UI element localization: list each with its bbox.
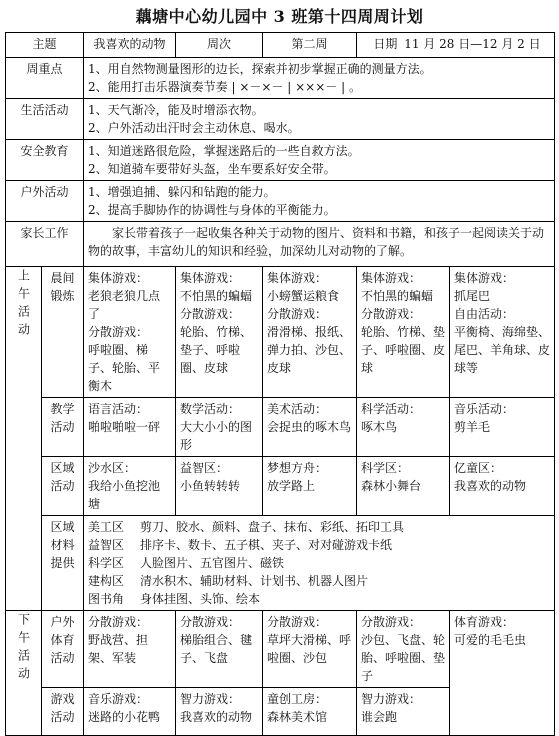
area-day: 沙水区： 我给小鱼挖池塘 xyxy=(84,457,176,516)
exercise-label: 晨间锻炼 xyxy=(42,267,84,398)
focus-line: 1、用自然物测量图形的边长，探索并初步掌握正确的测量方法。 xyxy=(88,62,432,76)
area-day: 科学区： 森林小舞台 xyxy=(357,457,450,516)
weekly-plan-table xyxy=(5,32,555,736)
outdoor-label: 户外活动 xyxy=(6,181,84,222)
date-value: 11 月 28 日—12 月 2 日 xyxy=(404,37,541,51)
outdoor-row xyxy=(6,181,555,222)
outdoor-sport-day: 分散游戏： 沙包、飞盘、轮胎、呼啦圈、垫子 xyxy=(357,611,450,688)
area-day: 梦想方舟： 放学路上 xyxy=(263,457,357,516)
teaching-label: 教学活动 xyxy=(42,398,84,457)
theme-value: 我喜欢的动物 xyxy=(84,33,176,58)
exercise-day: 集体游戏： 不怕黑的蝙蝠 分散游戏： 轮胎、竹梯、垫子、呼啦圈、皮球 xyxy=(176,267,263,398)
games-day: 音乐游戏： 迷路的小花鸭 xyxy=(84,688,176,736)
outdoor-sport-label: 户外体育活动 xyxy=(42,611,84,688)
safety-label: 安全教育 xyxy=(6,140,84,181)
life-label: 生活活动 xyxy=(6,99,84,140)
materials-label: 区域材料提供 xyxy=(42,516,84,611)
safety-line: 2、知道骑车要带好头盔，坐车要系好安全带。 xyxy=(88,162,336,176)
date-label: 日期 xyxy=(373,37,398,51)
friday-afternoon: 体育游戏： 可爱的毛毛虫 xyxy=(450,611,555,736)
header-row xyxy=(6,33,555,58)
outdoor-sport-day: 分散游戏： 梯胎组合、毽子、飞盘 xyxy=(176,611,263,688)
parents-row xyxy=(6,222,555,267)
parents-label: 家长工作 xyxy=(6,222,84,267)
safety-row xyxy=(6,140,555,181)
morning-area-row xyxy=(6,457,555,516)
week-value: 第二周 xyxy=(263,33,357,58)
materials-line: 美工区 剪刀、胶水、颜料、盘子、抹布、彩纸、拓印工具 xyxy=(88,520,405,534)
morning-teaching-row xyxy=(6,398,555,457)
area-day: 益智区： 小鱼转转转 xyxy=(176,457,263,516)
teaching-day: 科学活动： 啄木鸟 xyxy=(357,398,450,457)
focus-row xyxy=(6,58,555,99)
materials-line: 科学区 人脸图片、五官图片、磁铁 xyxy=(88,556,285,570)
week-label: 周次 xyxy=(176,33,263,58)
morning-exercise-row xyxy=(6,267,555,398)
afternoon-outdoor-row xyxy=(6,611,555,688)
safety-line: 1、知道迷路很危险，掌握迷路后的一些自救方法。 xyxy=(88,144,360,158)
outdoor-sport-day: 分散游戏： 野战营、担架、军装 xyxy=(84,611,176,688)
morning-materials-row xyxy=(6,516,555,611)
teaching-day: 美术活动： 会捉虫的啄木鸟 xyxy=(263,398,357,457)
games-day: 智力游戏： 我喜欢的动物 xyxy=(176,688,263,736)
life-line: 2、户外活动出汗时会主动休息、喝水。 xyxy=(88,121,300,135)
parents-text: 家长带着孩子一起收集各种关于动物的图片、资料和书籍，和孩子一起阅读关于动物的故事，丰富幼儿的知识和经验，加深幼儿对动物的了解。 xyxy=(84,222,555,267)
games-day: 智力游戏： 谁会跑 xyxy=(357,688,450,736)
teaching-day: 数学活动： 大大小小的图形 xyxy=(176,398,263,457)
games-label: 游戏活动 xyxy=(42,688,84,736)
theme-label: 主题 xyxy=(6,33,84,58)
afternoon-label: 下午活动 xyxy=(16,613,31,685)
teaching-day: 音乐活动： 剪羊毛 xyxy=(450,398,555,457)
outdoor-line: 2、提高手脚协作的协调性与身体的平衡能力。 xyxy=(88,203,336,217)
materials-line: 建构区 清水积木、辅助材料、计划书、机器人图片 xyxy=(88,574,369,588)
materials-line: 图书角 身体挂图、头饰、绘本 xyxy=(88,592,261,606)
morning-label: 上午活动 xyxy=(16,269,31,341)
games-day: 童创工房： 森林美术馆 xyxy=(263,688,357,736)
teaching-day: 语言活动： 啪啦啪啦一砰 xyxy=(84,398,176,457)
exercise-day: 集体游戏： 不怕黑的蝙蝠 分散游戏： 轮胎、竹梯、垫子、呼啦圈、皮球 xyxy=(357,267,450,398)
exercise-day: 集体游戏： 老狼老狼几点了 分散游戏： 呼啦圈、梯子、轮胎、平衡木 xyxy=(84,267,176,398)
outdoor-line: 1、增强追捕、躲闪和钻跑的能力。 xyxy=(88,185,276,199)
life-row xyxy=(6,99,555,140)
area-day: 亿童区： 我喜欢的动物 xyxy=(450,457,555,516)
exercise-day: 集体游戏： 抓尾巴 自由活动： 平衡椅、海绵垫、尾巴、羊角球、皮球等 xyxy=(450,267,555,398)
area-label: 区域活动 xyxy=(42,457,84,516)
life-line: 1、天气渐冷，能及时增添衣物。 xyxy=(88,103,264,117)
exercise-day: 集体游戏： 小螃蟹运粮食 分散游戏： 滑滑梯、报纸、弹力拍、沙包、皮球 xyxy=(263,267,357,398)
focus-label: 周重点 xyxy=(6,58,84,99)
focus-line: 2、能用打击乐器演奏节奏 | ×－×－ | ×××－ | 。 xyxy=(88,80,361,94)
page-title: 藕塘中心幼儿园中 3 班第十四周周计划 xyxy=(135,7,424,26)
outdoor-sport-day: 分散游戏： 草坪大滑梯、呼啦圈、沙包 xyxy=(263,611,357,688)
materials-line: 益智区 排序卡、数卡、五子棋、夹子、对对碰游戏卡纸 xyxy=(88,538,393,552)
